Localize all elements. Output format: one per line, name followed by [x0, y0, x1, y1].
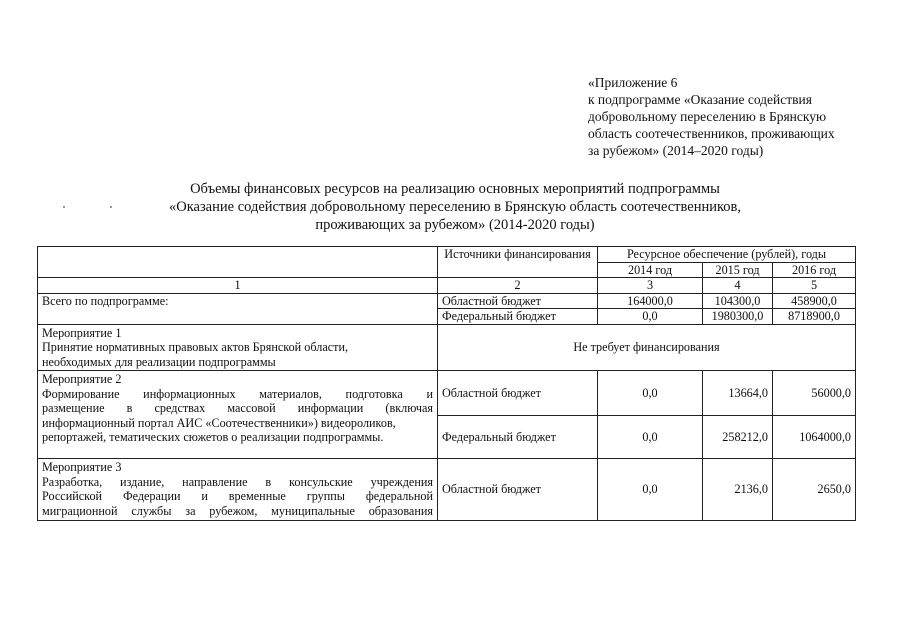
value-cell: 0,0 — [598, 459, 703, 521]
event-text-line: размещение в средствах массовой информации (включая — [42, 401, 433, 415]
table-row — [38, 371, 856, 416]
appendix-note — [588, 74, 888, 159]
value-cell: 1064000,0 — [773, 416, 856, 459]
value-cell: 458900,0 — [773, 293, 856, 309]
table-row — [38, 324, 856, 371]
appendix-line: к подпрограмме «Оказание содействия — [588, 92, 812, 107]
event-title: Мероприятие 3 — [42, 460, 122, 474]
event-text-line: информационный портал АИС «Соотечественники») видеороликов, — [42, 415, 396, 430]
table-row — [38, 459, 856, 521]
value-cell: 164000,0 — [598, 293, 703, 309]
header-year: 2016 год — [773, 262, 856, 278]
header-row — [38, 247, 856, 263]
source-cell: Областной бюджет — [438, 371, 598, 416]
value-cell: 0,0 — [598, 371, 703, 416]
source-cell: Федеральный бюджет — [438, 416, 598, 459]
column-number: 3 — [598, 278, 703, 294]
event-1-description — [38, 324, 438, 371]
table-row — [38, 293, 856, 309]
value-cell: 2136,0 — [703, 459, 773, 521]
appendix-line: добровольному переселению в Брянскую — [588, 109, 827, 124]
column-numbers-row — [38, 278, 856, 294]
appendix-line: за рубежом» (2014–2020 годы) — [588, 143, 764, 158]
event-title: Мероприятие 2 — [42, 372, 122, 386]
value-cell: 0,0 — [598, 416, 703, 459]
scan-speck — [110, 206, 112, 208]
source-cell: Областной бюджет — [438, 459, 598, 521]
title-line: Объемы финансовых ресурсов на реализацию основных мероприятий подпрограммы — [190, 181, 720, 197]
event-text-line: миграционной службы за рубежом, муниципальные образования — [42, 503, 433, 518]
total-label: Всего по подпрограмме: — [38, 293, 438, 324]
event-3-description — [38, 459, 438, 521]
no-funding-note: Не требует финансирования — [438, 324, 856, 371]
appendix-line: область соотечественников, проживающих — [588, 126, 835, 141]
column-number: 1 — [38, 278, 438, 294]
header-year: 2015 год — [703, 262, 773, 278]
event-text-line: Формирование информационных материалов, подготовка и — [42, 386, 433, 401]
value-cell: 258212,0 — [703, 416, 773, 459]
value-cell: 2650,0 — [773, 459, 856, 521]
appendix-line: «Приложение 6 — [588, 75, 678, 90]
value-cell: 104300,0 — [703, 293, 773, 309]
document-title — [80, 180, 830, 234]
column-number: 4 — [703, 278, 773, 294]
event-title: Мероприятие 1 — [42, 325, 122, 340]
header-resources: Ресурсное обеспечение (рублей), годы — [598, 247, 856, 263]
column-number: 2 — [438, 278, 598, 294]
value-cell: 13664,0 — [703, 371, 773, 416]
value-cell: 56000,0 — [773, 371, 856, 416]
scan-speck — [63, 206, 65, 208]
header-sources: Источники финансирования — [438, 247, 598, 278]
column-number: 5 — [773, 278, 856, 294]
title-line: «Оказание содействия добровольному переселению в Брянскую область соотечественников, — [168, 199, 742, 215]
event-text-line: необходимых для реализации подпрограммы — [42, 354, 276, 369]
event-text-line: Принятие нормативных правовых актов Брянской области, — [42, 340, 349, 354]
value-cell: 1980300,0 — [703, 309, 773, 325]
event-text-line: репортажей, тематических сюжетов о реализации подпрограммы. — [42, 430, 384, 444]
event-text-line: Разработка, издание, направление в консульские учреждения — [42, 474, 433, 489]
title-line: проживающих за рубежом» (2014-2020 годы) — [315, 217, 595, 233]
header-empty-cell — [38, 247, 438, 278]
source-cell: Федеральный бюджет — [438, 309, 598, 325]
event-2-description — [38, 371, 438, 459]
value-cell: 0,0 — [598, 309, 703, 325]
event-text-line: Российской Федерации и временные группы федеральной — [42, 489, 433, 503]
header-year: 2014 год — [598, 262, 703, 278]
value-cell: 8718900,0 — [773, 309, 856, 325]
financing-table — [37, 246, 856, 521]
source-cell: Областной бюджет — [438, 293, 598, 309]
